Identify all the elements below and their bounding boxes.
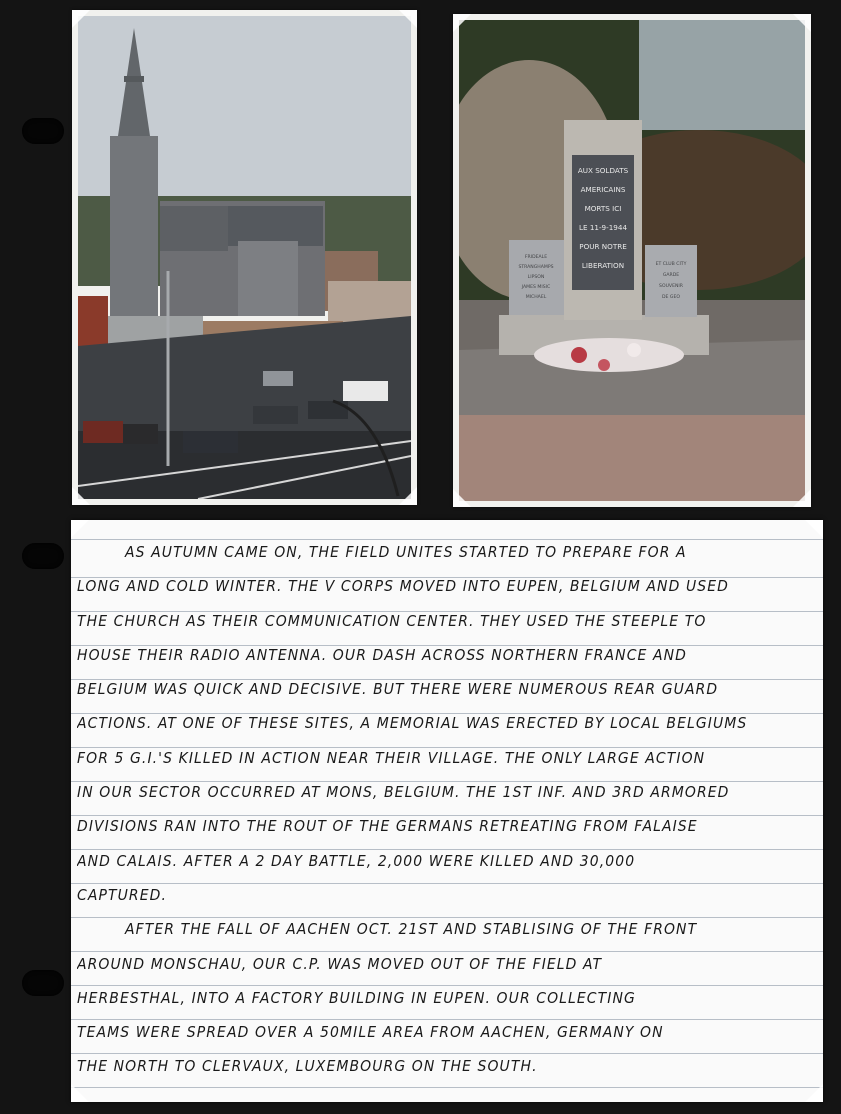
right-plaque-line: ET CLUB CITY [655, 262, 687, 267]
note-line: HOUSE THEIR RADIO ANTENNA. OUR DASH ACROSS NORTHERN FRANCE AND [77, 645, 687, 664]
note-line: HERBESTHAL, INTO A FACTORY BUILDING IN EUPEN. OUR COLLECTING [77, 988, 636, 1007]
note-line: THE NORTH TO CLERVAUX, LUXEMBOURG ON THE SOUTH. [77, 1057, 538, 1076]
plaque-line: LIBERATION [581, 261, 625, 270]
church-image [78, 16, 411, 499]
page-corner [71, 1084, 89, 1102]
note-line: LONG AND COLD WINTER. THE V CORPS MOVED INTO EUPEN, BELGIUM AND USED [77, 577, 729, 596]
right-plaque-line: DE GEO [662, 295, 680, 300]
memorial-photo [453, 14, 811, 507]
note-line: AND CALAIS. AFTER A 2 DAY BATTLE, 2,000 WERE KILLED AND 30,000 [77, 851, 636, 870]
note-line: DIVISIONS RAN INTO THE ROUT OF THE GERMANS RETREATING FROM FALAISE [77, 817, 698, 836]
left-plaque-line: STRANGHAMPS [518, 265, 554, 270]
church-photo [72, 10, 417, 505]
binder-hole-top [22, 118, 64, 144]
plaque-line: MORTS ICI [584, 204, 622, 213]
page-corner [805, 1084, 823, 1102]
note-line: BELGIUM WAS QUICK AND DECISIVE. BUT THERE WERE NUMEROUS REAR GUARD [77, 680, 719, 699]
note-line: AFTER THE FALL OF AACHEN OCT. 21ST AND STABLISING OF THE FRONT [125, 920, 698, 939]
note-line: IN OUR SECTOR OCCURRED AT MONS, BELGIUM. THE 1ST INF. AND 3RD ARMORED [77, 783, 730, 802]
note-line: CAPTURED. [77, 885, 167, 904]
binder-hole-bottom [22, 970, 64, 996]
handwritten-note [71, 520, 823, 1102]
note-text [77, 535, 817, 1084]
note-line: AS AUTUMN CAME ON, THE FIELD UNITES STARTED TO PREPARE FOR A [125, 543, 687, 561]
left-plaque-line: LIPSON [527, 275, 545, 280]
plaque-line: AUX SOLDATS [577, 166, 629, 175]
note-line: THE CHURCH AS THEIR COMMUNICATION CENTER. THEY USED THE STEEPLE TO [77, 611, 707, 630]
plaque-line: POUR NOTRE [579, 242, 627, 251]
binder-hole-middle [22, 543, 64, 569]
right-plaque-line: SOUVENIR [659, 284, 683, 289]
note-line: FOR 5 G.I.'S KILLED IN ACTION NEAR THEIR VILLAGE. THE ONLY LARGE ACTION [77, 748, 706, 767]
plaque-line: AMERICAINS [580, 185, 626, 194]
left-plaque-line: FRIDEALE [524, 255, 548, 260]
left-plaque-line: MICHAEL [525, 295, 547, 300]
left-plaque-line: JAMES MISIC [521, 285, 551, 290]
note-line: TEAMS WERE SPREAD OVER A 50MILE AREA FROM AACHEN, GERMANY ON [77, 1023, 664, 1042]
right-plaque-line: GARDE [662, 273, 680, 278]
plaque-line: LE 11-9-1944 [578, 223, 628, 232]
memorial-image [459, 20, 805, 501]
note-line: AROUND MONSCHAU, OUR C.P. WAS MOVED OUT OF THE FIELD AT [77, 954, 603, 973]
note-line: ACTIONS. AT ONE OF THESE SITES, A MEMORIAL WAS ERECTED BY LOCAL BELGIUMS [77, 714, 748, 733]
